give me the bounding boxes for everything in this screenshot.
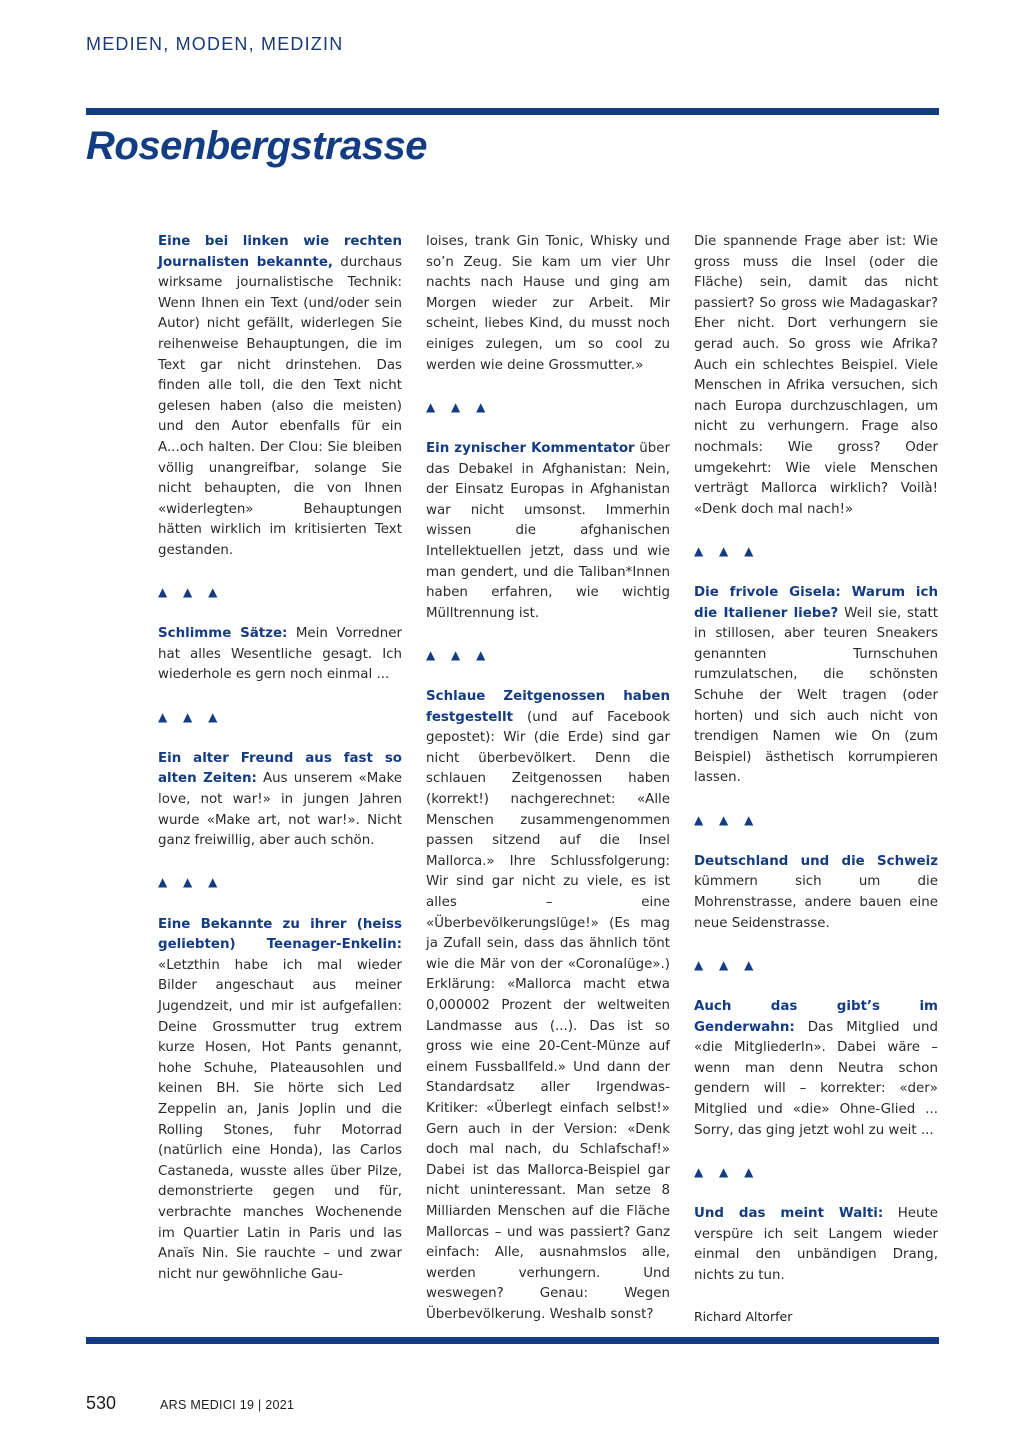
paragraph <box>694 1204 938 1286</box>
paragraph <box>158 624 402 686</box>
paragraph-lead: Eine bei linken wie rechten Journalisten bekannte, <box>158 234 402 270</box>
triangle-divider-icon: ▲ ▲ ▲ <box>426 647 492 662</box>
column-1 <box>158 232 402 1285</box>
top-rule <box>86 108 939 115</box>
paragraph <box>426 439 670 624</box>
paragraph-lead: Ein alter Freund aus fast so alten Zeiten: <box>158 750 402 787</box>
paragraph <box>158 915 402 1286</box>
paragraph <box>158 232 402 562</box>
triangle-divider-icon: ▲ ▲ ▲ <box>158 709 224 724</box>
paragraph-lead: Ein zynischer Kommentator <box>426 440 635 456</box>
paragraph <box>158 749 402 852</box>
author-signature: Richard Altorfer <box>694 1308 793 1324</box>
triangle-divider-icon: ▲ ▲ ▲ <box>158 875 224 890</box>
section-label: MEDIEN, MODEN, MEDIZIN <box>86 34 344 54</box>
triangle-divider-icon: ▲ ▲ ▲ <box>694 1164 760 1179</box>
paragraph-text: «Letzthin habe ich mal wieder Bilder angeschaut aus meiner Jugendzeit, und mir ist aufgefallen: Deine Grossmutter trug extrem kurze Hosen, Hot Pants genannt, hohe Schuhe, Plateausohlen und keinen BH. Sie hörte sich Led Zeppelin an, Janis Joplin und die Rolling Stones, fuhr Motorrad (natürlich eine Honda), las Carlos Castaneda, wusste alles über Pilze, demonstrierte gegen und für, verbrachte manches Wochenende im Quartier Latin in Paris und las Anaïs Nin. Sie rauchte – und zwar nicht nur gewöhnliche Gau- <box>158 957 402 1282</box>
triangle-divider-icon: ▲ ▲ ▲ <box>694 812 760 827</box>
paragraph-text: Das Mitglied und «die MitgliederIn». Dabei wäre – wenn man denn Neutra schon gendern will – korrekter: «der» Mitglied und «die» Ohne-Glied ... Sorry, das ging jetzt wohl zu weit ... <box>694 1019 938 1138</box>
section-divider <box>694 541 938 563</box>
paragraph-text: Mein Vorredner hat alles Wesentliche gesagt. Ich wiederhole es gern noch einmal ... <box>158 626 402 683</box>
paragraph-text: über das Debakel in Afghanistan: Nein, der Einsatz Europas in Afghanistan war nicht umsonst. Immerhin wissen die afghanischen Intellektuellen jetzt, dass und wie man gendert, und die Taliban*Innen haben erfahren, wie wichtig Mülltrennung ist. <box>426 440 670 621</box>
section-divider <box>694 955 938 977</box>
triangle-divider-icon: ▲ ▲ ▲ <box>694 543 760 558</box>
paragraph-text: durchaus wirksame journalistische Technik: Wenn Ihnen ein Text (und/oder sein Autor) nicht gefällt, widerlegen Sie reihenweise Behauptungen, die im Text gar nicht drinstehen. Das finden alle toll, die den Text nicht gelesen haben (also die meisten) und den Autor ebenfalls für ein A...och halten. Der Clou: Sie bleiben völlig unangreifbar, solange Sie nicht behaupten, die von Ihnen «widerlegten» Behauptungen hätten wirklich im kritisierten Text gestanden. <box>158 254 402 558</box>
section-divider <box>426 645 670 667</box>
section-divider <box>426 397 670 419</box>
paragraph-continued: loises, trank Gin Tonic, Whisky und so’n Zeug. Sie kam um vier Uhr nachts nach Hause und ging am Morgen wieder zur Arbeit. Mir scheint, liebes Kind, du musst noch einiges zulegen, um so cool zu werden wie deine Grossmutter.» <box>426 234 670 373</box>
triangle-divider-icon: ▲ ▲ ▲ <box>158 585 224 600</box>
section-divider <box>694 1162 938 1184</box>
article-title: Rosenbergstrasse <box>86 124 428 168</box>
paragraph-text: Heute verspüre ich seit Langem wieder einmal den unbändigen Drang, nichts zu tun. <box>694 1205 938 1283</box>
paragraph-lead: Eine Bekannte zu ihrer (heiss geliebten) Teenager-Enkelin: <box>158 916 402 953</box>
paragraph <box>694 852 938 934</box>
journal-issue: ARS MEDICI 19 | 2021 <box>160 1398 295 1412</box>
paragraph <box>694 997 938 1141</box>
paragraph-text: (und auf Facebook gepostet): Wir (die Erde) sind gar nicht überbevölkert. Denn die schlauen Zeitgenossen haben (korrekt!) nachgerechnet: «Alle Menschen zusammengenommen passen sitzend auf die Insel Mallorca.» Ihre Schlussfolgerung: Wir sind gar nicht zu viele, es ist alles – eine «Überbevölkerungslüge!» (Es mag ja Zufall sein, dass das ähnlich tönt wie die Mär von der «Coronalüge».) Erklärung: «Mallorca macht etwa 0,000002 Prozent der weltweiten Landmasse aus (...). Das ist so gross wie eine 20-Cent-Münze auf einem Fussballfeld.» Und dann der Standardsatz aller Irgendwas-Kritiker: «Überlegt einfach selbst!» Gern auch in der Version: «Denk doch mal nach, du Schlafschaf!» Dabei ist das Mallorca-Beispiel gar nicht uninteressant. Man setze 8 Milliarden Menschen auf die Fläche Mallorcas – und was passiert? Ganz einfach: Alle, ausnahmslos alle, werden verhungern. Und weswegen? Genau: Wegen Überbevölkerung. Weshalb sonst? <box>426 709 670 1322</box>
paragraph <box>426 687 670 1325</box>
triangle-divider-icon: ▲ ▲ ▲ <box>694 957 760 972</box>
page-number: 530 <box>86 1393 117 1413</box>
paragraph-text: kümmern sich um die Mohrenstrasse, andere bauen eine neue Seidenstrasse. <box>694 874 938 931</box>
bottom-rule <box>86 1337 939 1344</box>
section-divider <box>158 582 402 604</box>
paragraph-continued: Die spannende Frage aber ist: Wie gross muss die Insel (oder die Fläche) sein, damit das nicht passiert? So gross wie Madagaskar? Eher nicht. Dort verhungern sie gerad auch. So gross wie Afrika? Auch ein schlechtes Beispiel. Viele Menschen in Afrika versuchen, sich nach Europa durchzuschlagen, um nicht zu verhungern. Frage also nochmals: Wie gross? Oder umgekehrt: Wie viele Menschen verträgt Mallorca wirklich? Voilà! «Denk doch mal nach!» <box>694 234 938 517</box>
section-divider <box>158 872 402 894</box>
paragraph-text: Aus unserem «Make love, not war!» in jungen Jahren wurde «Make art, not war!». Nicht ganz freiwillig, aber auch schön. <box>158 771 402 849</box>
paragraph-text: Weil sie, statt in stillosen, aber teuren Sneakers genannten Turnschuhen rumzulatschen, die schönsten Schuhe der Welt tragen (oder horten) und sich auch nicht von trendigen Namen wie On (zum Beispiel) ästhetisch korrumpieren lassen. <box>694 605 938 786</box>
paragraph-lead: Und das meint Walti: <box>694 1205 884 1221</box>
paragraph-lead: Deutschland und die Schweiz <box>694 853 938 869</box>
paragraph-lead: Schlaue Zeitgenossen haben festgestellt <box>426 689 670 725</box>
section-divider <box>694 810 938 832</box>
paragraph-lead: Schlimme Sätze: <box>158 626 288 642</box>
paragraph-lead: Auch das gibt’s im Genderwahn: <box>694 998 938 1035</box>
column-3 <box>694 232 938 1327</box>
paragraph-lead: Die frivole Gisela: Warum ich die Italiener liebe? <box>694 585 938 621</box>
section-divider <box>158 707 402 729</box>
column-2 <box>426 232 670 1325</box>
triangle-divider-icon: ▲ ▲ ▲ <box>426 399 492 414</box>
paragraph <box>694 583 938 789</box>
